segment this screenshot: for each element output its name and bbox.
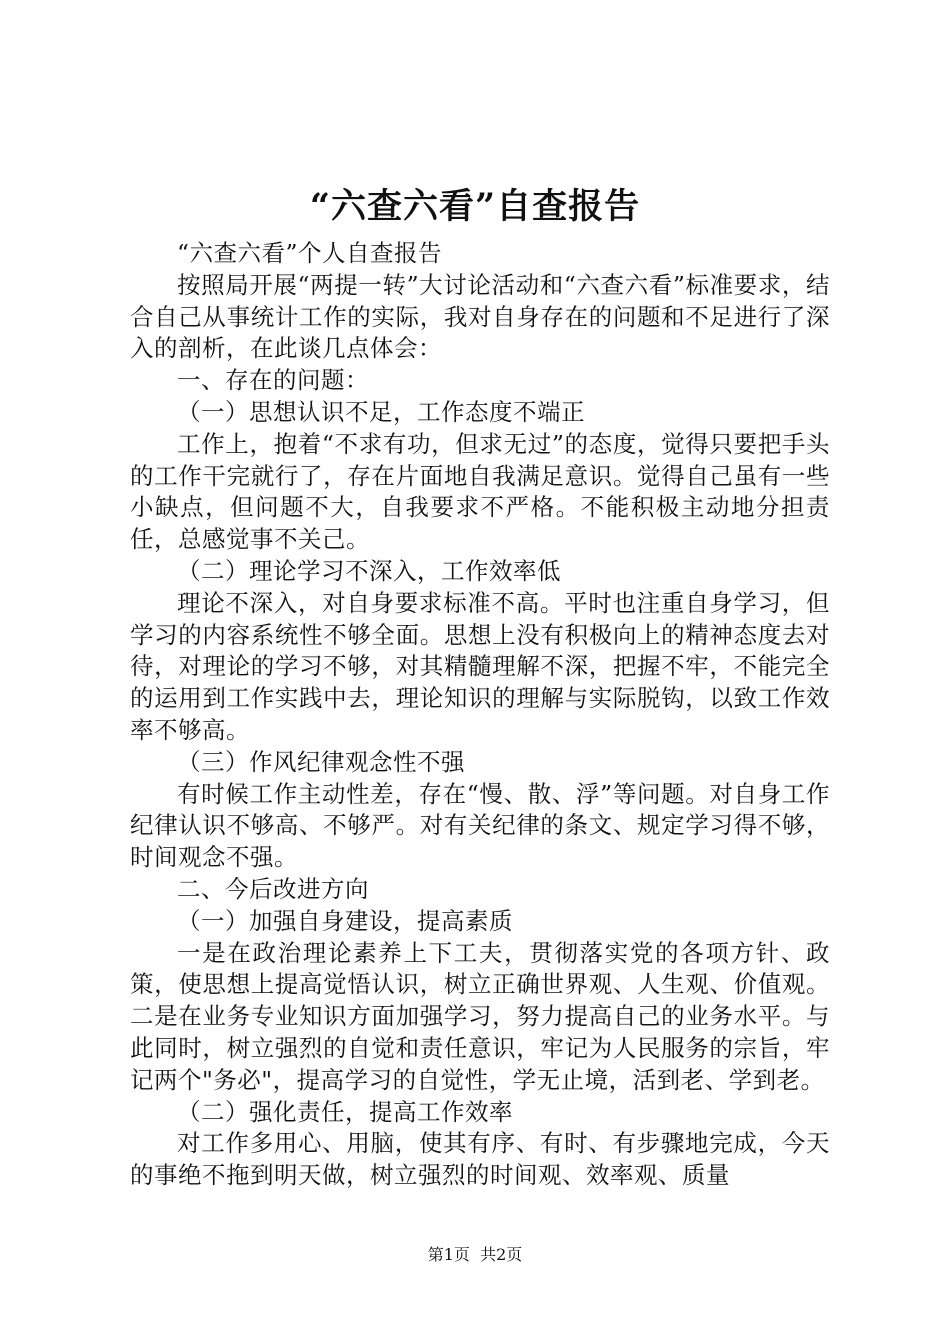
subsection-heading: （一）加强自身建设，提高素质 bbox=[177, 906, 513, 935]
subsection-heading: （三）作风纪律观念性不强 bbox=[177, 747, 465, 776]
document-title: “六查六看”自查报告 bbox=[309, 186, 641, 227]
body-paragraph: 理论不深入，对自身要求标准不高。平时也注重自身学习，但学习的内容系统性不够全面。思想上没有积极向上的精神态度去对待，对理论的学习不够，对其精髓理解不深，把握不牢，不能完全的运用到工作实践中去，理论知识的理解与实际脱钩，以致工作效率不够高。 bbox=[130, 588, 830, 744]
document-body bbox=[130, 238, 830, 1192]
body-paragraph: “六查六看”个人自查报告 bbox=[177, 239, 443, 267]
body-paragraph: 一是在政治理论素养上下工夫，贯彻落实党的各项方针、政策，使思想上提高觉悟认识，树立正确世界观、人生观、价值观。二是在业务专业知识方面加强学习，努力提高自己的业务水平。与此同时，树立强烈的自觉和责任意识，牢记为人民服务的宗旨，牢记两个"务必"，提高学习的自觉性，学无止境，活到老、学到老。 bbox=[130, 938, 830, 1094]
body-paragraph: 对工作多用心、用脑，使其有序、有时、有步骤地完成，今天的事绝不拖到明天做，树立强烈的时间观、效率观、质量 bbox=[130, 1129, 830, 1190]
body-paragraph: 有时候工作主动性差，存在“慢、散、浮”等问题。对自身工作纪律认识不够高、不够严。对有关纪律的条文、规定学习得不够，时间观念不强。 bbox=[130, 779, 830, 872]
subsection-heading: （一）思想认识不足，工作态度不端正 bbox=[177, 397, 585, 426]
subsection-heading: （二）理论学习不深入，工作效率低 bbox=[177, 556, 561, 585]
subsection-heading: （二）强化责任，提高工作效率 bbox=[177, 1097, 513, 1126]
section-heading: 一、存在的问题： bbox=[177, 366, 369, 395]
section-heading: 二、今后改进方向 bbox=[177, 874, 369, 903]
page-footer: 第1页 共2页 bbox=[427, 1245, 523, 1264]
body-paragraph: 按照局开展“两提一转”大讨论活动和“六查六看”标准要求，结合自己从事统计工作的实际，我对自身存在的问题和不足进行了深入的剖析，在此谈几点体会： bbox=[130, 270, 830, 363]
body-paragraph: 工作上，抱着“不求有功，但求无过”的态度，觉得只要把手头的工作干完就行了，存在片面地自我满足意识。觉得自己虽有一些小缺点，但问题不大，自我要求不严格。不能积极主动地分担责任，总感觉事不关己。 bbox=[130, 429, 830, 554]
